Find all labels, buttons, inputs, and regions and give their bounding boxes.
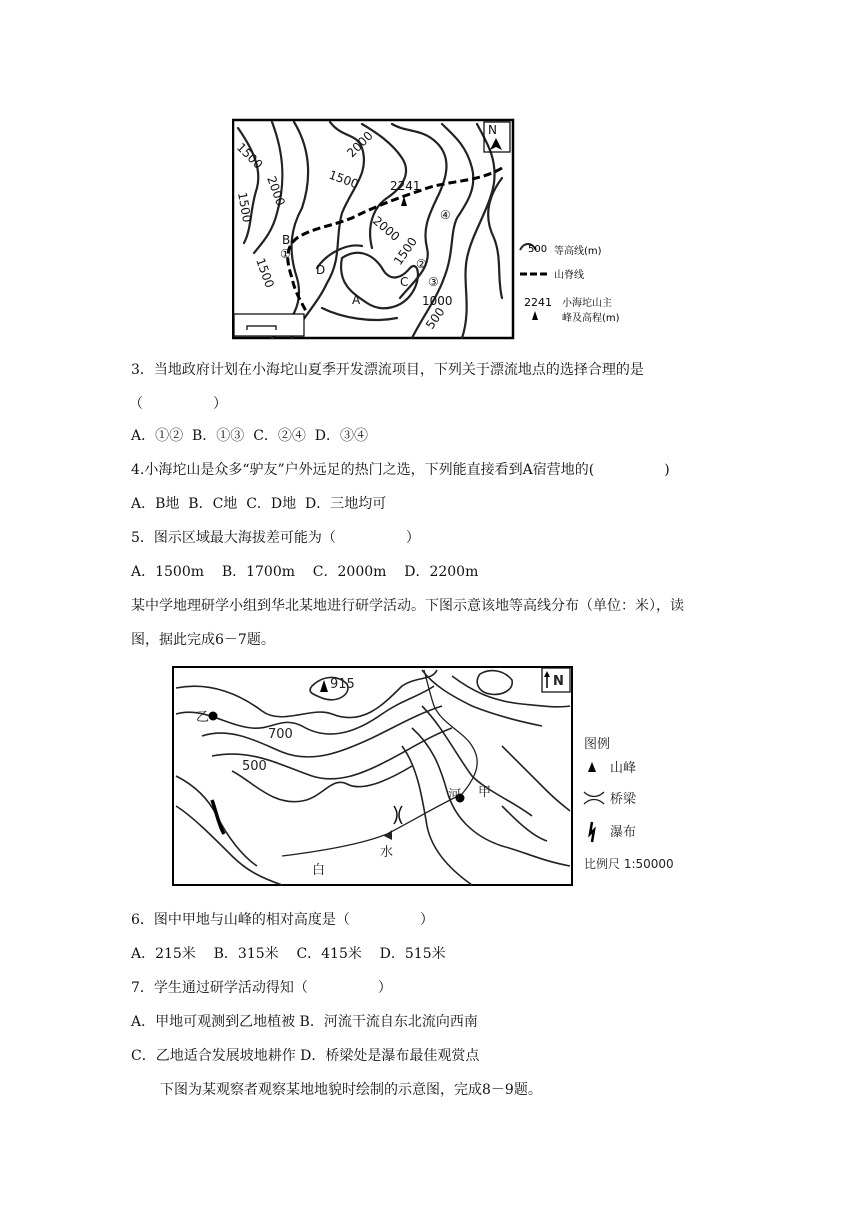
legend-peak-text1: 小海坨山主 (562, 298, 612, 309)
question-5-options: A．1500m B．1700m C．2000m D．2200m (131, 564, 479, 580)
legend-scale: 比例尺 1:50000 (584, 857, 674, 871)
peak-elevation: 2241 (390, 179, 421, 193)
label-jia: 甲 (478, 785, 492, 800)
legend-peak: 山峰 (610, 761, 637, 776)
legend-ridge: 山脊线 (554, 270, 584, 281)
legend-waterfall-icon (590, 822, 594, 842)
contour-label: 1000 (422, 294, 453, 308)
legend-bridge-icon (584, 792, 604, 804)
label-shui: 水 (380, 845, 394, 860)
contour-label: 2000 (344, 128, 376, 161)
question-7-options-a: A．甲地可观测到乙地植被 B．河流干流自东北流向西南 (131, 1014, 478, 1030)
contour-map-xiaohaituo (232, 118, 632, 340)
label-he: 河 (448, 788, 462, 803)
river-tributary (424, 670, 477, 794)
question-7: 7．学生通过研学活动得知（ ） (131, 980, 392, 996)
legend-contour-number: 500 (528, 244, 548, 255)
question-4-options: A．B地 B．C地 C．D地 D．三地均可 (131, 496, 387, 512)
contour-label: 2000 (264, 174, 288, 208)
intro-line-2: 图，据此完成6－7题。 (131, 632, 275, 648)
label-bai: 白 (312, 863, 326, 878)
legend-peak-icon (588, 762, 596, 772)
north-label: N (488, 123, 497, 137)
contour-label: 1500 (253, 256, 277, 290)
contour-map-north-china (172, 666, 692, 890)
bridge-icon (394, 806, 402, 824)
waterfall-icon (212, 800, 224, 834)
circled-1: ① (280, 247, 291, 261)
peak-elevation: 915 (330, 677, 355, 692)
question-6: 6．图中甲地与山峰的相对高度是（ ） (131, 912, 434, 928)
question-7-options-c: C．乙地适合发展坡地耕作 D．桥梁处是瀑布最佳观赏点 (131, 1048, 480, 1064)
north-label: N (553, 674, 564, 689)
legend-bridge: 桥梁 (610, 792, 637, 807)
legend-title: 图例 (584, 737, 611, 752)
contour-label: 1500 (235, 191, 255, 224)
contour-label-700: 700 (268, 727, 293, 742)
outro: 下图为某观察者观察某地地貌时绘制的示意图，完成8－9题。 (160, 1082, 542, 1098)
contour-label: 1500 (326, 167, 361, 192)
legend-waterfall: 瀑布 (610, 825, 637, 840)
question-3-paren: （ ） (129, 396, 227, 412)
intro-line-1: 某中学地理研学小组到华北某地进行研学活动。下图示意该地等高线分布（单位：米），读 (131, 598, 684, 614)
point-d: D (316, 263, 326, 277)
circled-4: ④ (440, 208, 451, 222)
peak-icon (401, 196, 407, 206)
north-arrow-icon (490, 138, 502, 150)
legend-peak-number: 2241 (524, 296, 552, 309)
legend-peak-icon (532, 311, 538, 320)
question-3: 3．当地政府计划在小海坨山夏季开发漂流项目，下列关于漂流地点的选择合理的是 (131, 362, 644, 378)
question-3-options: A．①② B．①③ C．②④ D．③④ (131, 428, 369, 444)
legend-peak-text2: 峰及高程(m) (562, 313, 620, 324)
label-yi: 乙 (196, 710, 210, 725)
question-6-options: A．215米 B．315米 C．415米 D．515米 (131, 946, 446, 962)
contour-label: 1500 (390, 234, 420, 268)
point-b: B (282, 233, 291, 247)
circled-2: ② (416, 257, 427, 271)
point-yi (209, 712, 218, 721)
contour-label-500: 500 (242, 759, 267, 774)
contour-label: 1500 (233, 140, 266, 172)
contour-label: 500 (422, 304, 448, 332)
question-5: 5．图示区域最大海拔差可能为（ ） (131, 530, 420, 546)
point-c: C (400, 275, 409, 289)
point-a: A (352, 293, 361, 307)
contour-label: 2000 (370, 213, 403, 244)
legend-contour: 等高线(m) (554, 246, 602, 257)
question-4: 4.小海坨山是众多“驴友”户外远足的热门之选，下列能直接看到A宿营地的( ) (131, 462, 670, 478)
circled-3: ③ (428, 275, 439, 289)
peak-icon (320, 680, 328, 692)
